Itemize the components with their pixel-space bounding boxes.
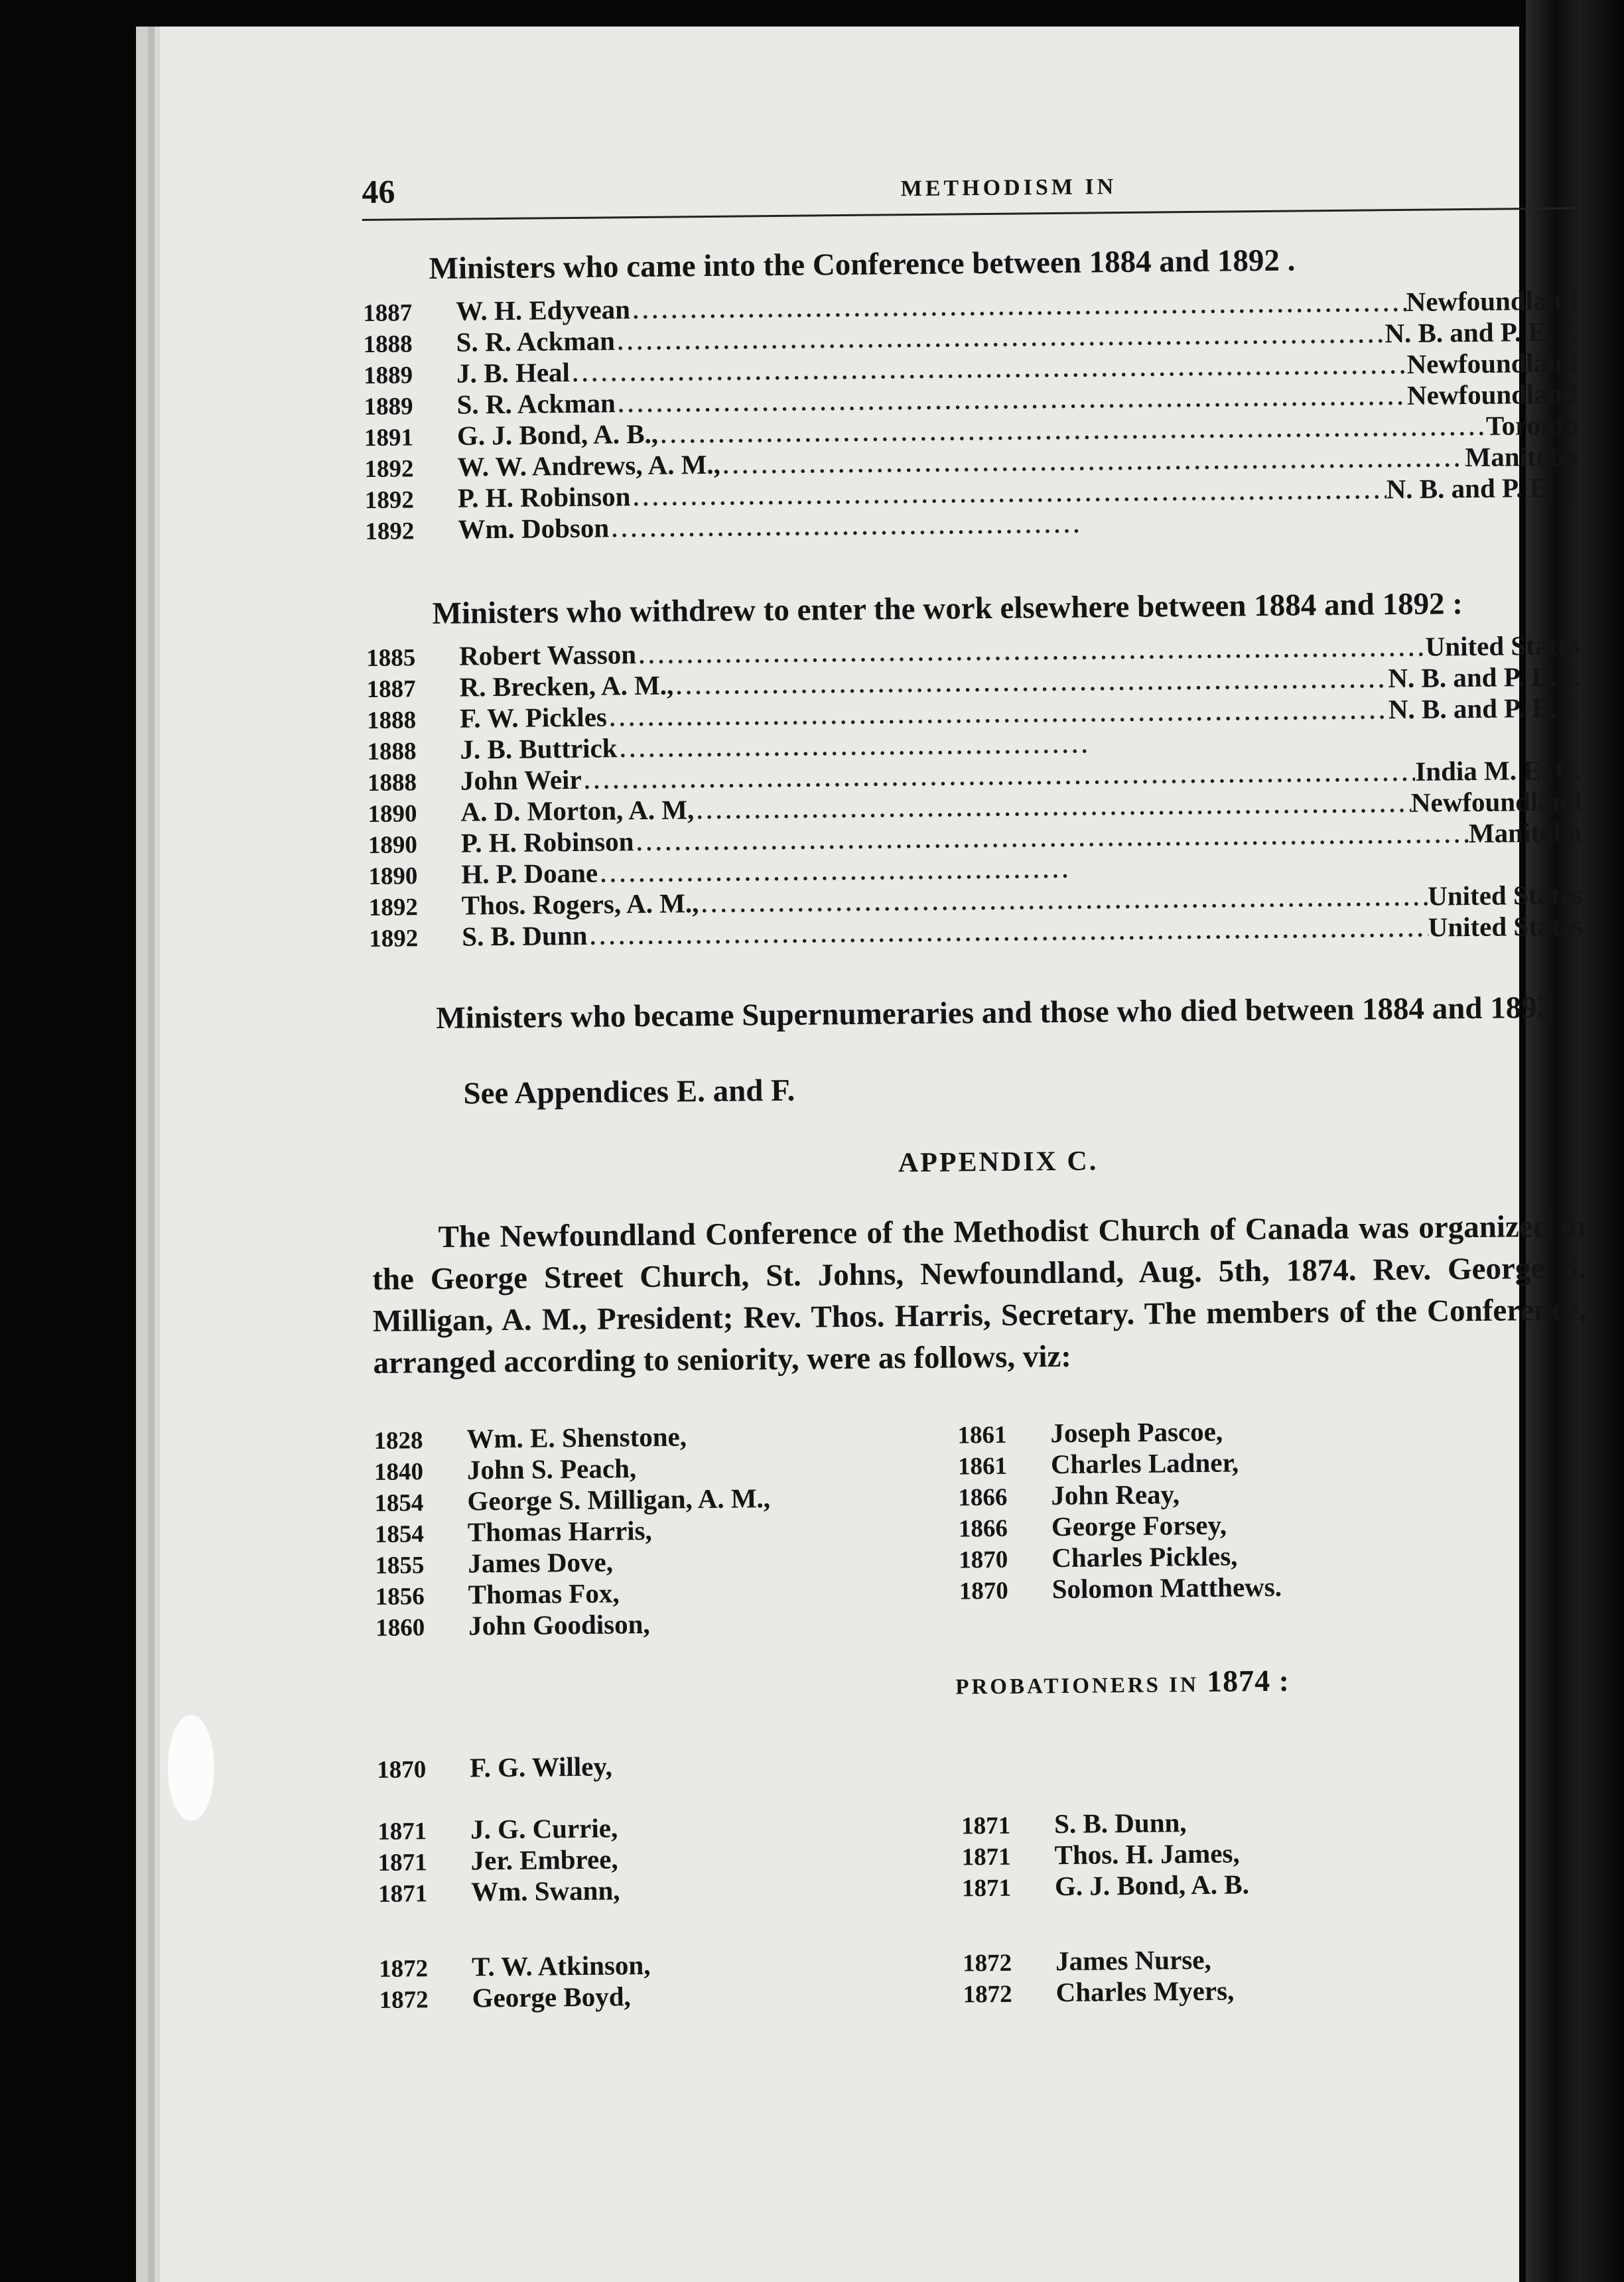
- member-name: George S. Milligan, A. M.,: [467, 1483, 771, 1516]
- entry-destination: N. B. and P. E. I.: [1386, 472, 1580, 505]
- entry-year: 1889: [364, 393, 413, 421]
- member-name: Joseph Pascoe,: [1050, 1416, 1223, 1449]
- entry-destination: Manitoba: [1468, 817, 1583, 849]
- member-year: 1871: [377, 1880, 428, 1908]
- member-year: 1870: [959, 1577, 1008, 1605]
- member-name: T. W. Atkinson,: [471, 1949, 651, 1982]
- member-name: Thomas Fox,: [468, 1577, 620, 1610]
- member-year: 1828: [373, 1427, 423, 1455]
- members-right-column: [957, 1413, 1556, 1637]
- member-year: 1872: [963, 1980, 1012, 2009]
- entry-destination: Newfoundland: [1406, 378, 1578, 411]
- entry-name: J. B. Heal: [456, 357, 571, 389]
- probationer-entry: [963, 1972, 1560, 2009]
- member-year: 1861: [957, 1421, 1007, 1449]
- entry-name: Robert Wasson: [458, 639, 637, 671]
- withdrew-intro: Ministers who withdrew to enter the work elsewhere between 1884 and 1892 :: [432, 586, 1463, 632]
- member-year: 1856: [375, 1583, 425, 1611]
- member-name: George Boyd,: [472, 1981, 631, 2013]
- member-year: 1872: [378, 1955, 429, 1983]
- page-number: 46: [362, 172, 395, 210]
- member-year: 1866: [958, 1514, 1008, 1543]
- member-name: Thos. H. James,: [1054, 1838, 1240, 1871]
- entry-name: P. H. Robinson: [460, 826, 634, 858]
- member-entry: [373, 1418, 957, 1455]
- member-name: F. G. Willey,: [470, 1751, 613, 1783]
- member-name: John S. Peach,: [466, 1453, 637, 1485]
- member-entry: [957, 1413, 1554, 1450]
- member-year: 1866: [958, 1483, 1008, 1512]
- entry-name: J. B. Buttrick: [460, 732, 618, 765]
- member-entry: [375, 1574, 959, 1611]
- member-year: 1870: [959, 1546, 1008, 1574]
- members-columns: [373, 1412, 1590, 1643]
- entry-name: S. B. Dunn: [462, 919, 588, 952]
- member-entry: [375, 1543, 959, 1579]
- member-name: G. J. Bond, A. B.: [1054, 1869, 1250, 1902]
- running-title: METHODISM IN: [900, 174, 1117, 202]
- entry-year: 1890: [368, 862, 418, 890]
- entry-year: 1892: [364, 455, 414, 483]
- entry-destination: India M. E. C.: [1415, 754, 1582, 787]
- entry-name: G. J. Bond, A. B.,: [456, 418, 659, 451]
- member-entry: [375, 1512, 959, 1548]
- probationers-group-1872: [379, 1940, 1593, 2015]
- probationers-right-column: [963, 1941, 1560, 2009]
- see-appendices: See Appendices E. and F.: [463, 1073, 795, 1111]
- member-year: 1870: [377, 1756, 427, 1784]
- probationers-group-1871: [377, 1803, 1592, 1909]
- member-name: Solomon Matthews.: [1051, 1571, 1282, 1605]
- member-year: 1860: [375, 1614, 425, 1642]
- entry-year: 1890: [368, 831, 418, 859]
- entry-destination: Newfoundland: [1410, 785, 1582, 818]
- member-entry: [959, 1569, 1556, 1606]
- dot-leader: [609, 510, 1079, 546]
- entry-name: S. R. Ackman: [456, 325, 616, 358]
- entry-name: R. Brecken, A. M.,: [459, 669, 674, 703]
- entry-name: F. W. Pickles: [459, 701, 608, 734]
- entry-year: 1892: [364, 486, 415, 514]
- entry-name: W. H. Edyvean: [455, 294, 631, 326]
- probationers-label: PROBATIONERS IN: [955, 1672, 1199, 1700]
- entry-year: 1885: [366, 644, 416, 672]
- member-name: J. G. Currie,: [470, 1812, 618, 1845]
- entry-year: 1887: [363, 299, 413, 327]
- entry-year: 1888: [366, 706, 417, 734]
- entry-name: H. P. Doane: [461, 857, 598, 890]
- supernumeraries-intro: Ministers who became Supernumeraries and those who died between 1884 and 1892 :: [436, 990, 1571, 1036]
- appendix-paragraph: The Newfoundland Conference of the Methodist Church of Canada was organized in the George Street Church, St. Johns, Newfoundland, Aug. 5th, 1874. Rev. George S. Milligan, A. M., President; Rev. Thos. Harris, Secretary. The members of the Conference, arranged according to seniority, were as follows, viz:: [372, 1209, 1587, 1380]
- entry-year: 1890: [368, 800, 417, 828]
- member-year: 1840: [373, 1458, 424, 1486]
- entry-year: 1892: [365, 517, 415, 545]
- entry-year: 1891: [364, 424, 414, 452]
- member-entry: [375, 1605, 959, 1642]
- probationer-entry: [379, 1946, 963, 1983]
- probationers-year: 1874 :: [1206, 1663, 1290, 1698]
- member-year: 1871: [961, 1812, 1011, 1840]
- probationer-entry: [961, 1804, 1558, 1841]
- probationer-entry: [378, 1871, 962, 1908]
- member-name: Charles Ladner,: [1050, 1447, 1239, 1480]
- member-name: Wm. E. Shenstone,: [466, 1421, 687, 1454]
- probationers-heading: [376, 1660, 1590, 1707]
- member-entry: [374, 1449, 958, 1486]
- probationers-left-column: [377, 1747, 961, 1784]
- appendix-heading: APPENDIX C.: [898, 1146, 1099, 1179]
- entry-destination: N. B. and P. E. I.: [1385, 316, 1578, 349]
- member-name: James Nurse,: [1055, 1944, 1211, 1977]
- entry-destination: Toronto: [1485, 409, 1579, 441]
- entry-name: A. D. Morton, A. M,: [460, 794, 695, 827]
- member-year: 1854: [374, 1489, 424, 1517]
- member-name: Thomas Harris,: [467, 1514, 652, 1548]
- member-name: John Goodison,: [468, 1608, 650, 1641]
- member-entry: [959, 1538, 1556, 1575]
- member-year: 1872: [379, 1986, 429, 2014]
- entry-year: 1888: [367, 738, 417, 766]
- probationer-entry: [377, 1809, 961, 1846]
- probationer-entry: [377, 1840, 961, 1877]
- dot-leader: [598, 855, 1067, 891]
- entry-destination: Manitoba: [1465, 440, 1579, 473]
- member-year: 1872: [962, 1949, 1012, 1978]
- entry-name: John Weir: [460, 764, 582, 796]
- entry-destination: N. B. and P. E. I.: [1388, 692, 1582, 725]
- entry-year: 1888: [367, 769, 417, 797]
- member-name: Charles Myers,: [1055, 1975, 1235, 2008]
- probationers-left-column: [377, 1809, 962, 1908]
- entry-year: 1888: [363, 330, 413, 358]
- entry-destination: Newfoundland: [1406, 347, 1578, 379]
- member-year: 1871: [961, 1874, 1012, 1903]
- entry-year: 1892: [368, 894, 419, 921]
- member-name: Wm. Swann,: [470, 1875, 620, 1907]
- dot-leader: [617, 730, 1087, 766]
- page-content: [362, 147, 1593, 2014]
- running-head: [362, 147, 1576, 221]
- entry-year: 1889: [363, 362, 413, 389]
- entry-name: Thos. Rogers, A. M.,: [461, 888, 699, 921]
- member-name: Jer. Embree,: [470, 1844, 618, 1876]
- entry-year: 1892: [369, 925, 419, 953]
- entry-destination: N. B. and P. E. I.: [1388, 661, 1581, 694]
- member-name: S. B. Dunn,: [1053, 1807, 1187, 1840]
- entry-name: Wm. Dobson: [458, 512, 610, 545]
- entry-year: 1887: [366, 675, 416, 703]
- members-left-column: [373, 1418, 959, 1642]
- probationer-entry: [379, 1978, 963, 2014]
- member-name: George Forsey,: [1051, 1509, 1227, 1542]
- entry-destination: United States: [1428, 879, 1583, 911]
- entry-name: S. R. Ackman: [456, 387, 616, 420]
- member-name: John Reay,: [1051, 1479, 1180, 1511]
- withdrew-list: [366, 630, 1583, 953]
- came-into-intro: Ministers who came into the Conference between 1884 and 1892 .: [429, 243, 1296, 287]
- member-year: 1871: [961, 1843, 1011, 1871]
- entry-name: P. H. Robinson: [457, 481, 631, 513]
- member-entry: [374, 1481, 958, 1517]
- member-name: James Dove,: [468, 1546, 614, 1579]
- member-year: 1854: [374, 1520, 425, 1548]
- probationers-group-1870: [377, 1741, 1591, 1784]
- probationer-entry: [377, 1747, 961, 1784]
- member-name: Charles Pickles,: [1051, 1540, 1238, 1574]
- probationer-entry: [961, 1835, 1558, 1872]
- probationers-right-column: [961, 1804, 1559, 1903]
- entry-destination: United States: [1428, 910, 1584, 943]
- paper-blemish: [168, 1715, 214, 1821]
- entry-name: W. W. Andrews, A. M.,: [457, 448, 721, 482]
- member-year: 1861: [957, 1452, 1008, 1481]
- entry-destination: United States: [1425, 630, 1581, 662]
- member-year: 1871: [377, 1818, 427, 1846]
- came-into-list: [363, 285, 1580, 546]
- member-year: 1871: [377, 1849, 427, 1877]
- entry-destination: Newfoundland: [1406, 285, 1578, 317]
- probationers-left-column: [379, 1946, 963, 2014]
- book-page: [136, 27, 1587, 2282]
- member-year: 1855: [375, 1552, 425, 1579]
